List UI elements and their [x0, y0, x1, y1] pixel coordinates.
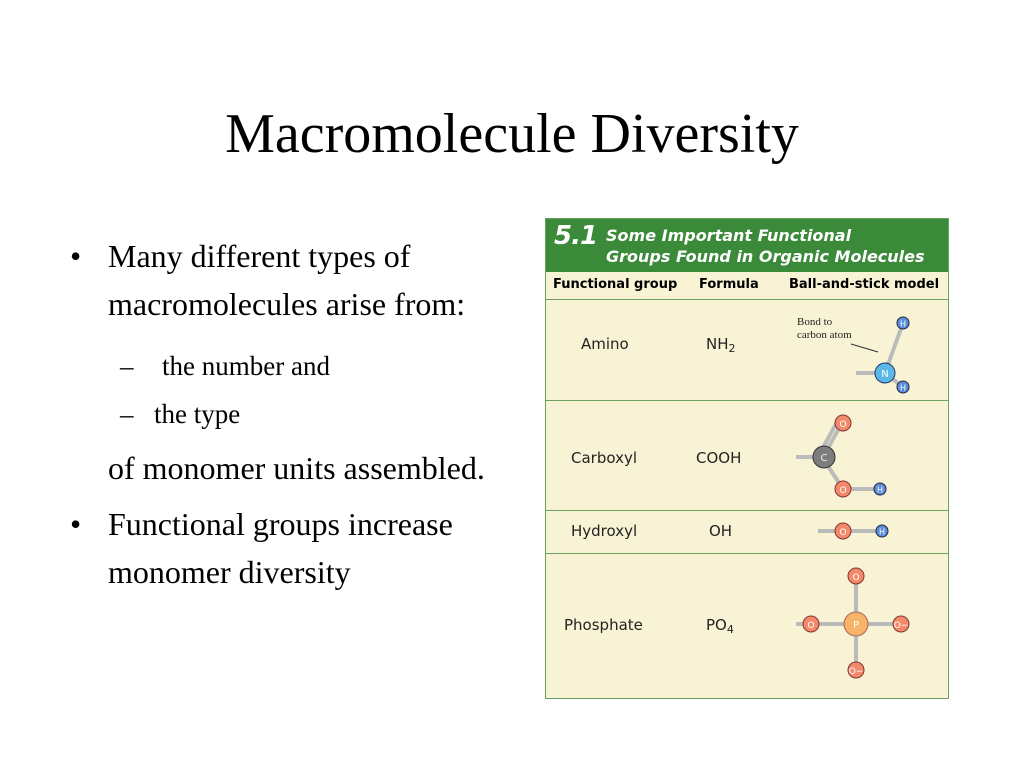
atom-label-o: O [839, 420, 847, 430]
bullet-item [70, 232, 510, 328]
table-title-line: Some Important Functional [606, 226, 852, 245]
bond-note-line: carbon atom [797, 329, 852, 341]
dash-marker: – [120, 351, 134, 381]
atom-label-o: O [807, 621, 815, 631]
formula-amino [706, 335, 736, 355]
table-header-banner [546, 219, 948, 272]
continuation-text: of monomer units assembled. [108, 450, 485, 486]
formula-base: OH [709, 522, 733, 540]
atom-label-n: N [881, 369, 889, 380]
formula-base: PO [706, 616, 727, 634]
phosphate-ball-stick-model [791, 562, 921, 684]
atom-label-o: O [839, 486, 847, 496]
sub-bullet-item [70, 342, 510, 390]
atom-label-o-minus: O− [893, 621, 909, 631]
group-name-carboxyl: Carboxyl [571, 449, 637, 467]
bullet-text: Functional groups increase monomer diversity [108, 506, 453, 590]
table-title [606, 225, 925, 267]
carboxyl-ball-stick-model [796, 409, 946, 504]
table-divider [546, 553, 948, 554]
formula-carboxyl [696, 449, 741, 467]
bullet-marker: • [70, 506, 82, 542]
formula-phosphate [706, 616, 734, 636]
atom-label-p: P [852, 620, 860, 631]
table-number: 5.1 [554, 221, 598, 251]
bullet-text: Many different types of macromolecules arise from: [108, 238, 466, 322]
group-name-hydroxyl: Hydroxyl [571, 522, 638, 540]
column-header-group: Functional group [553, 277, 678, 292]
atom-label-o: O [839, 528, 847, 538]
dash-marker: – [120, 399, 134, 429]
formula-subscript: 2 [728, 342, 736, 355]
sub-bullet-text: the type [154, 399, 241, 429]
table-divider [546, 299, 948, 300]
slide-title: Macromolecule Diversity [225, 103, 799, 165]
table-title-line: Groups Found in Organic Molecules [606, 247, 925, 266]
bond-note-line: Bond to [797, 316, 833, 328]
atom-label-h: H [878, 527, 886, 537]
atom-label-h: H [899, 383, 907, 393]
table-divider [546, 400, 948, 401]
sub-bullet-text: the number and [162, 351, 330, 381]
column-header-formula: Formula [699, 277, 759, 292]
group-name-phosphate: Phosphate [564, 616, 643, 634]
sub-bullet-item [70, 390, 510, 438]
atom-label-o-minus: O− [848, 667, 864, 677]
formula-hydroxyl [709, 522, 732, 540]
atom-label-o: O [852, 573, 860, 583]
formula-base: COOH [696, 449, 742, 467]
bullet-marker: • [70, 238, 82, 274]
column-header-model: Ball-and-stick model [789, 277, 940, 292]
amino-ball-stick-model [796, 311, 946, 396]
atom-label-h: H [876, 485, 884, 495]
bullet-item [70, 500, 510, 596]
atom-label-c: C [820, 453, 828, 464]
formula-base: NH [706, 335, 729, 353]
atom-label-h: H [899, 319, 907, 329]
group-name-amino: Amino [581, 335, 629, 353]
formula-subscript: 4 [726, 623, 734, 636]
table-divider [546, 510, 948, 511]
functional-groups-table [545, 218, 949, 699]
bullet-list [70, 232, 510, 596]
hydroxyl-ball-stick-model [806, 517, 906, 545]
